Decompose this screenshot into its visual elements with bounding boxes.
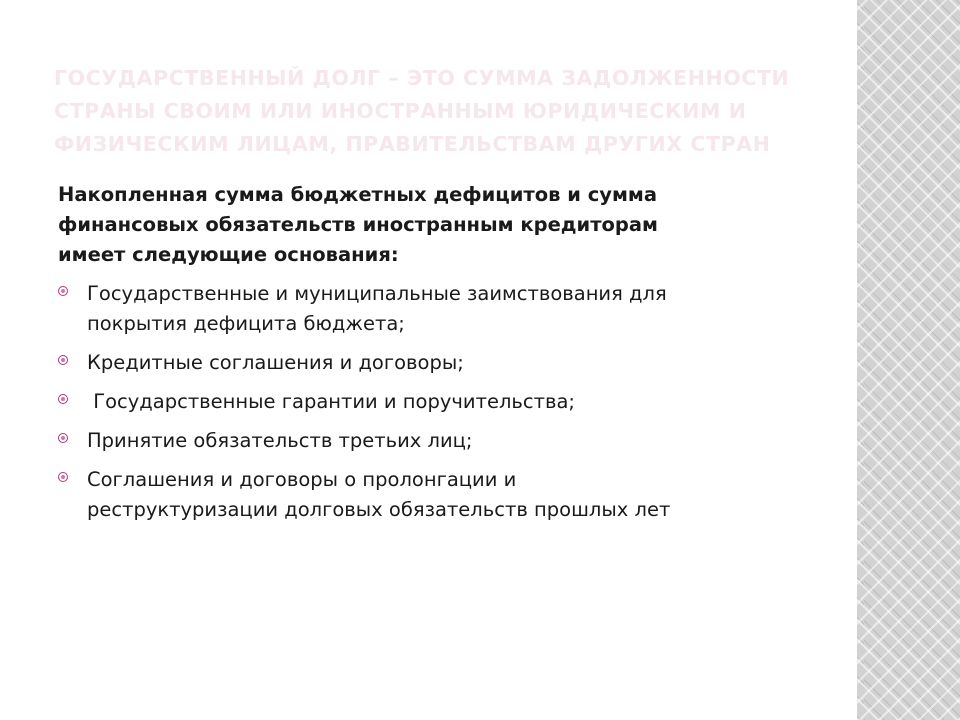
list-item-text (87, 426, 838, 456)
list-item-line: Соглашения и договоры о пролонгации и (87, 468, 517, 491)
lead-line: имеет следующие основания: (58, 243, 399, 266)
list-item-text (87, 387, 838, 417)
slide-title-line: ФИЗИЧЕСКИМ ЛИЦАМ, ПРАВИТЕЛЬСТВАМ ДРУГИХ СТРАН (54, 132, 771, 156)
slide-title-line: ГОСУДАРСТВЕННЫЙ ДОЛГ – ЭТО СУММА ЗАДОЛЖЕННОСТИ (54, 66, 790, 90)
decorative-side-panel (857, 0, 960, 720)
list-item-line: покрытия дефицита бюджета; (87, 312, 405, 335)
slide-title (54, 62, 834, 161)
bullet-circle-icon (58, 355, 68, 365)
list-item-line: Государственные и муниципальные заимствования для (87, 282, 667, 305)
list-item-line: Государственные гарантии и поручительства; (87, 390, 575, 413)
lead-line: Накопленная сумма бюджетных дефицитов и сумма (58, 183, 658, 206)
list-item-text (87, 348, 838, 378)
list-item-line: Кредитные соглашения и договоры; (87, 351, 464, 374)
list-item-text (87, 465, 838, 525)
list-item (58, 465, 838, 525)
list-item (58, 279, 838, 339)
list-item-text (87, 279, 838, 339)
bullet-circle-icon (58, 394, 68, 404)
bullet-list (58, 279, 838, 525)
lead-paragraph (58, 180, 838, 270)
list-item (58, 348, 838, 378)
list-item-line: реструктуризации долговых обязательств прошлых лет (87, 498, 671, 521)
list-item (58, 426, 838, 456)
list-item (58, 387, 838, 417)
bullet-circle-icon (58, 286, 68, 296)
bullet-circle-icon (58, 433, 68, 443)
lead-line: финансовых обязательств иностранным кредиторам (58, 213, 658, 236)
bullet-circle-icon (58, 472, 68, 482)
slide-body (58, 180, 838, 534)
list-item-line: Принятие обязательств третьих лиц; (87, 429, 473, 452)
slide-title-line: СТРАНЫ СВОИМ ИЛИ ИНОСТРАННЫМ ЮРИДИЧЕСКИМ И (54, 99, 747, 123)
